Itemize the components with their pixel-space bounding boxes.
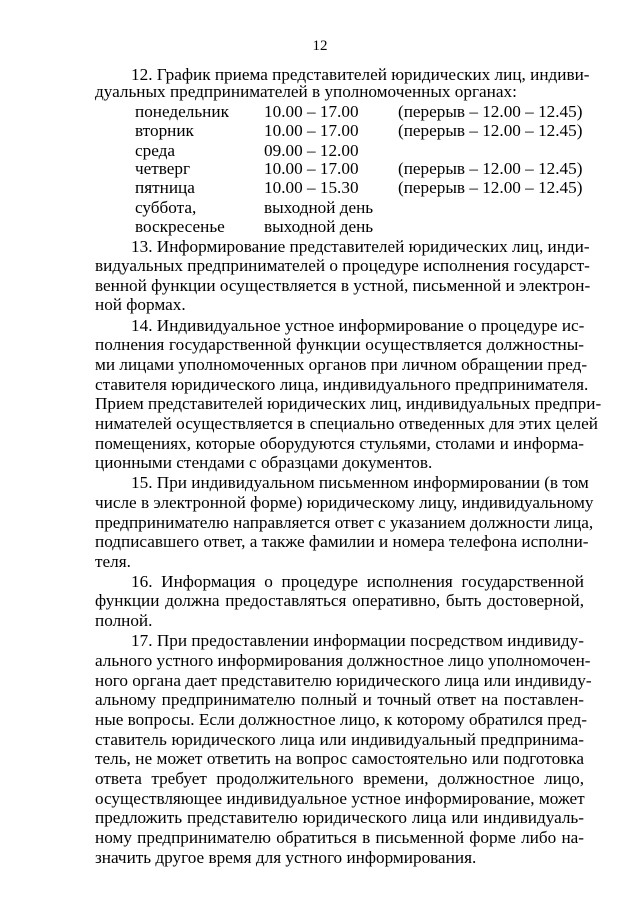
section-13-line: 13. Информирование представителей юридических лиц, инди- bbox=[131, 237, 590, 256]
schedule-time: 10.00 – 15.30 bbox=[264, 178, 359, 197]
section-15-line: 15. При индивидуальном письменном информировании (в том bbox=[131, 473, 589, 492]
section-17-line: предложить представителю юридического лица или индивидуаль- bbox=[95, 808, 584, 827]
section-14-line: ставителя юридического лица, индивидуального предпринимателя. bbox=[95, 375, 589, 394]
page-number: 12 bbox=[312, 38, 328, 54]
section-16-line: 16. Информация о процедуре исполнения государственной bbox=[131, 572, 584, 591]
section-14-line: Прием представителей юридических лиц, индивидуальных предпри- bbox=[95, 394, 602, 413]
section-17-line: ному предпринимателю обратиться в письменной форме либо на- bbox=[95, 828, 584, 847]
section-14-line: ми лицами уполномоченных органов при личном обращении пред- bbox=[95, 355, 588, 374]
schedule-row bbox=[0, 177, 640, 199]
section-17-line: ставитель юридического лица или индивидуальный предпринима- bbox=[95, 730, 584, 749]
section-14-line: ционными стендами с образцами документов. bbox=[95, 453, 433, 472]
section-17-line: ответа требует продолжительного времени, должностное лицо, bbox=[95, 769, 584, 788]
schedule-day: четверг bbox=[135, 159, 191, 178]
section-12-line: дуальных предпринимателей в уполномоченных органах: bbox=[95, 82, 517, 101]
schedule-time: выходной день bbox=[264, 217, 374, 236]
section-15-line: числе в электронной форме) юридическому лицу, индивидуальному bbox=[95, 493, 594, 512]
section-15-line: теля. bbox=[95, 552, 131, 571]
schedule-break: (перерыв – 12.00 – 12.45) bbox=[398, 159, 583, 178]
schedule-row bbox=[0, 216, 640, 238]
section-17-line: осуществляющее индивидуальное устное информирование, может bbox=[95, 789, 585, 808]
schedule-time: 09.00 – 12.00 bbox=[264, 141, 359, 160]
section-17-line: значить другое время для устного информирования. bbox=[95, 848, 477, 867]
schedule-day: воскресенье bbox=[135, 217, 225, 236]
section-17-line: ные вопросы. Если должностное лицо, к которому обратился пред- bbox=[95, 710, 587, 729]
section-16-line: функции должна предоставляться оперативно, быть достоверной, bbox=[95, 591, 584, 610]
schedule-row bbox=[0, 120, 640, 142]
schedule-break: (перерыв – 12.00 – 12.45) bbox=[398, 121, 583, 140]
section-13-line: венной функции осуществляется в устной, письменной и электрон- bbox=[95, 276, 591, 295]
section-16-line: полной. bbox=[95, 611, 153, 630]
section-14-line: нимателей осуществляется в специально отведенных для этих целей bbox=[95, 414, 598, 433]
schedule-time: 10.00 – 17.00 bbox=[264, 102, 359, 121]
schedule-time: 10.00 – 17.00 bbox=[264, 159, 359, 178]
schedule-day: суббота, bbox=[135, 198, 197, 217]
section-13-line: ной формах. bbox=[95, 295, 186, 314]
schedule-day: пятница bbox=[135, 178, 195, 197]
schedule-break: (перерыв – 12.00 – 12.45) bbox=[398, 178, 583, 197]
section-17-line: тель, не может ответить на вопрос самостоятельно или подготовка bbox=[95, 749, 584, 768]
section-17-line: 17. При предоставлении информации посредством индивиду- bbox=[131, 631, 584, 650]
section-17-line: ального устного информирования должностное лицо уполномочен- bbox=[95, 651, 591, 670]
schedule-day: среда bbox=[135, 141, 175, 160]
section-14-line: 14. Индивидуальное устное информирование о процедуре ис- bbox=[131, 316, 585, 335]
section-13-line: видуальных предпринимателей о процедуре исполнения государст- bbox=[95, 256, 590, 275]
schedule-day: вторник bbox=[135, 121, 194, 140]
schedule-break: (перерыв – 12.00 – 12.45) bbox=[398, 102, 583, 121]
section-17-line: ного органа дает представителю юридического лица или индивиду- bbox=[95, 671, 592, 690]
section-15-line: предпринимателю направляется ответ с указанием должности лица, bbox=[95, 513, 594, 532]
section-17-line: альному предпринимателю полный и точный ответ на поставлен- bbox=[95, 690, 584, 709]
section-14-line: помещениях, которые оборудуются стульями, столами и информа- bbox=[95, 434, 584, 453]
section-14-line: полнения государственной функции осуществляется должностны- bbox=[95, 335, 584, 354]
section-15-line: подписавшего ответ, а также фамилии и номера телефона исполни- bbox=[95, 532, 589, 551]
schedule-time: выходной день bbox=[264, 198, 374, 217]
schedule-time: 10.00 – 17.00 bbox=[264, 121, 359, 140]
section-12-line: 12. График приема представителей юридических лиц, индиви- bbox=[131, 65, 590, 84]
schedule-day: понедельник bbox=[135, 102, 229, 121]
